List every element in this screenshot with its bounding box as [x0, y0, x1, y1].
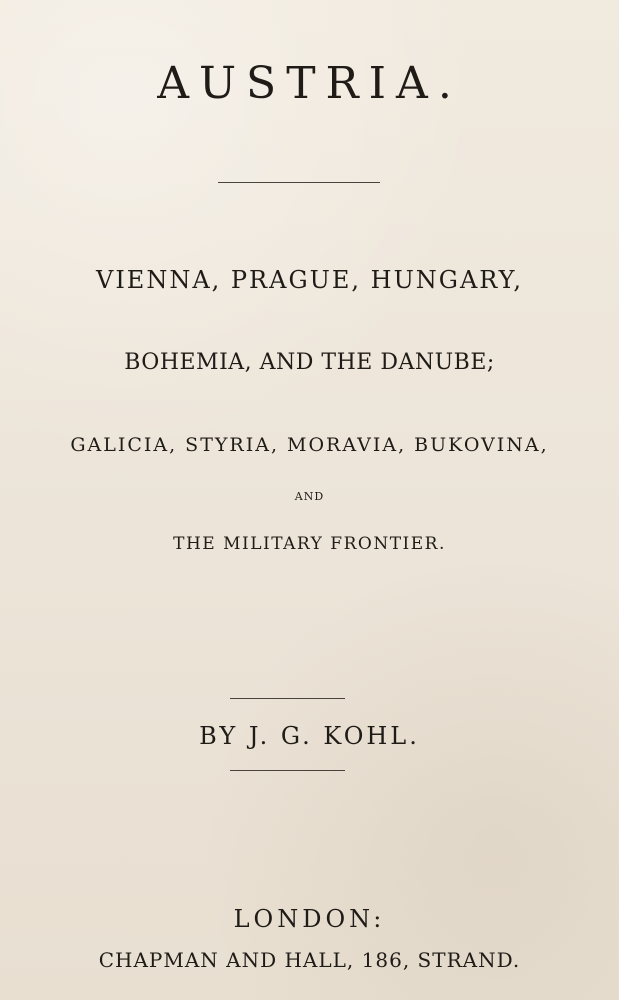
title-divider [218, 182, 380, 183]
subtitle-line-3: GALICIA, STYRIA, MORAVIA, BUKOVINA, [70, 434, 549, 456]
imprint-publisher: CHAPMAN AND HALL, 186, STRAND. [98, 948, 521, 972]
subtitle-conjunction: AND [294, 490, 325, 503]
author-line: BY J. G. KOHL. [199, 722, 420, 750]
book-title: AUSTRIA. [157, 58, 462, 109]
author-divider-bottom [230, 770, 345, 771]
imprint-city: LONDON: [233, 905, 386, 933]
subtitle-line-5: THE MILITARY FRONTIER. [173, 534, 446, 554]
subtitle-line-1: VIENNA, PRAGUE, HUNGARY, [95, 266, 524, 294]
subtitle-line-2: BOHEMIA, AND THE DANUBE; [124, 350, 495, 375]
author-divider-top [230, 698, 345, 699]
